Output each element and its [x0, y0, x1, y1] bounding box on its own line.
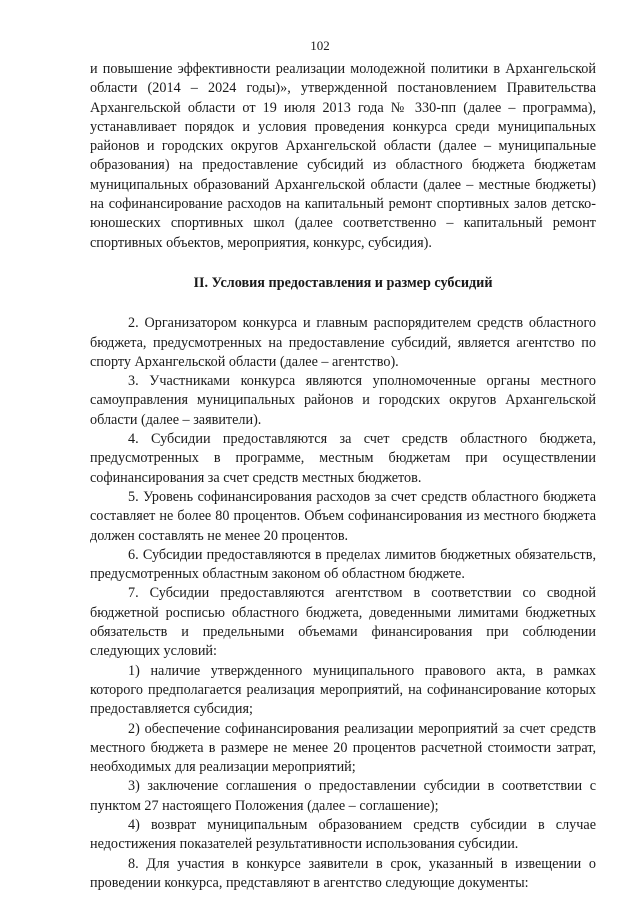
paragraph-5: 5. Уровень софинансирования расходов за счет средств областного бюджета составляет не более 80 процентов. Объем софинансирования из местного бюджета должен составлять не менее 20 процентов. [90, 488, 596, 544]
paragraph-2: 2. Организатором конкурса и главным распорядителем средств областного бюджета, предусмотренных на предоставление субсидий, является агентство по спорту Архангельской области (далее – агентство). [90, 315, 596, 370]
intro-paragraph: и повышение эффективности реализации молодежной политики в Архангельской области (2014 – 2024 годы)», утвержденной постановлением Правительства Архангельской области от 19 июля 2013 года № 330-пп (далее – программа), устанавливает порядок и условия проведения конкурса среди муниципальных районов и городских округов Архангельской области (далее – муниципальные образования) на предоставление субсидий из областного бюджета бюджетам муниципальных образований Архангельской области (далее – местные бюджеты) на софинансирование расходов на капитальный ремонт спортивных залов детско-юношеских спортивных школ (далее соответственно – капитальный ремонт спортивных объектов, мероприятия, конкурс, субсидия). [90, 61, 596, 251]
document-body [90, 60, 596, 893]
section-heading: II. Условия предоставления и размер субсидий [193, 274, 493, 291]
condition-4: 4) возврат муниципальным образованием средств субсидии в случае недостижения показателей результативности использования субсидии. [90, 816, 596, 853]
paragraph-4: 4. Субсидии предоставляются за счет средств областного бюджета, предусмотренных в программе, местным бюджетам при осуществлении софинансирования за счет средств местных бюджетов. [90, 431, 596, 486]
paragraph-6: 6. Субсидии предоставляются в пределах лимитов бюджетных обязательств, предусмотренных областным законом об областном бюджете. [90, 546, 596, 583]
paragraph-8: 8. Для участия в конкурсе заявители в срок, указанный в извещении о проведении конкурса, представляют в агентство следующие документы: [90, 855, 596, 891]
condition-3: 3) заключение соглашения о предоставлении субсидии в соответствии с пунктом 27 настоящего Положения (далее – соглашение); [90, 778, 596, 814]
page-number: 102 [310, 38, 330, 53]
condition-1: 1) наличие утвержденного муниципального правового акта, в рамках которого предполагается реализация мероприятий, на софинансирование которых предоставляется субсидия; [90, 662, 596, 718]
paragraph-7: 7. Субсидии предоставляются агентством в соответствии со сводной бюджетной росписью областного бюджета, доведенными лимитами бюджетных обязательств и предельными объемами финансирования при соблюдении следующих условий: [90, 585, 596, 660]
paragraph-3: 3. Участниками конкурса являются уполномоченные органы местного самоуправления муниципальных районов и городских округов Архангельской области (далее – заявители). [90, 373, 596, 428]
condition-2: 2) обеспечение софинансирования реализации мероприятий за счет средств местного бюджета в размере не менее 20 процентов расчетной стоимости затрат, необходимых для реализации мероприятий; [90, 720, 596, 776]
